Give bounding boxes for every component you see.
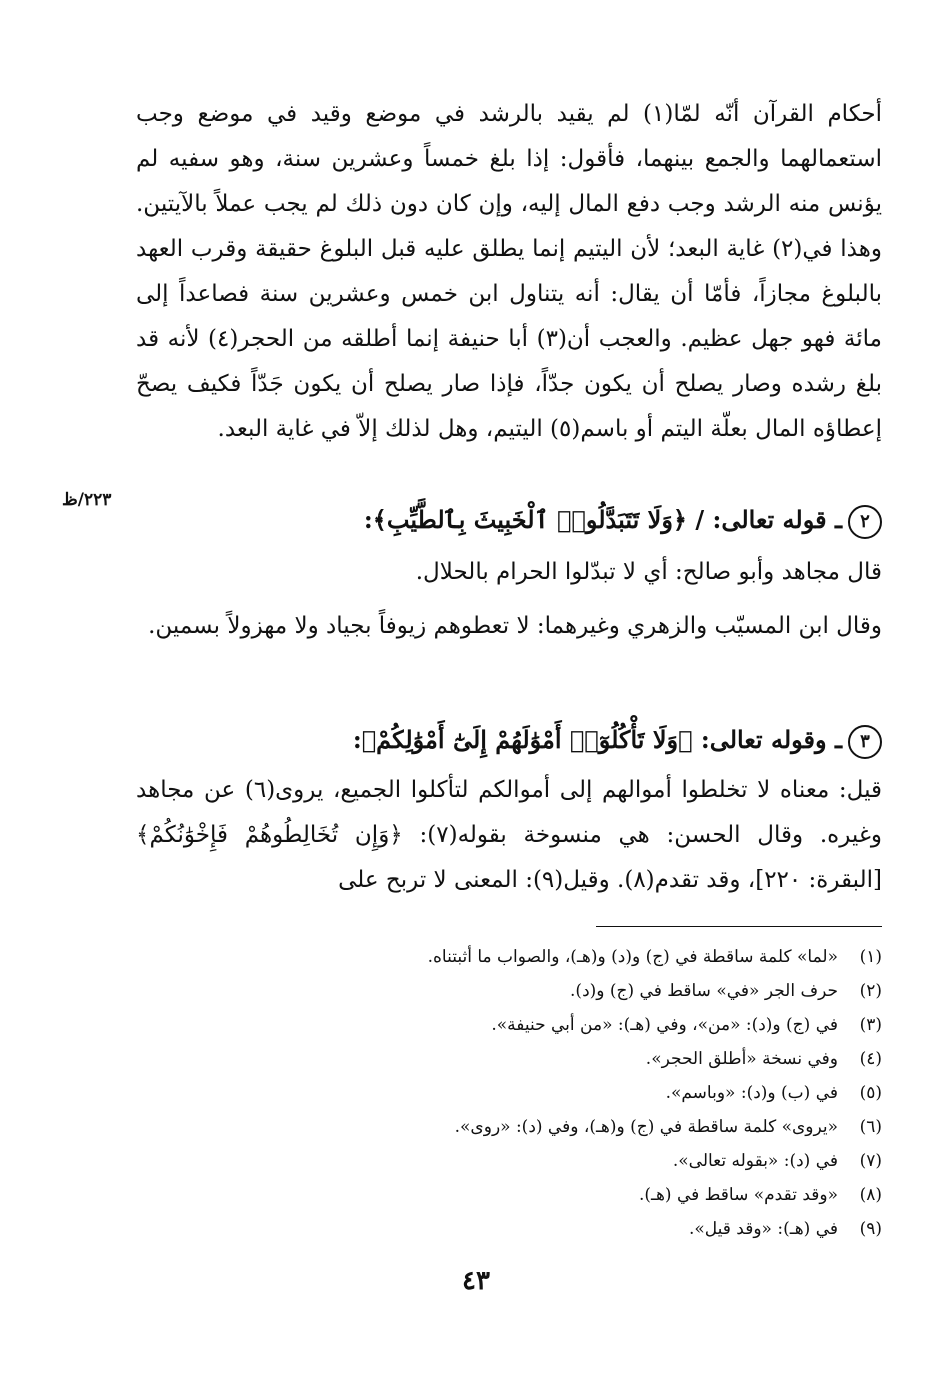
footnote-number: (٥) (859, 1083, 882, 1103)
footnote-text: «لما» كلمة ساقطة في (ج) و(د) و(هـ)، والصواب ما أثبتناه. (427, 947, 838, 967)
footnote-number: (١) (859, 947, 882, 967)
footnote-number: (٧) (859, 1151, 882, 1171)
footnote-text: وفي نسخة «أطلق الحجر». (645, 1049, 838, 1069)
footnote-item (136, 1042, 882, 1076)
footnote-number: (٦) (859, 1117, 882, 1137)
section-2-number: ٢ (848, 505, 882, 539)
footnote-text: في (ب) و(د): «وباسم». (665, 1083, 838, 1103)
section-2-paragraph-2-block (136, 604, 882, 649)
section-3-number: ٣ (848, 725, 882, 759)
footnote-item (136, 1076, 882, 1110)
footnote-item (136, 1144, 882, 1178)
footnote-text: في (هـ): «وقد قيل». (688, 1219, 838, 1239)
section-3-heading-text: ـ وقوله تعالى: ﴿وَلَا تَأْكُلُوٓا۟ أَمْوَٰلَهُمْ إِلَىٰٓ أَمْوَٰلِكُمْ﴾: (352, 725, 842, 754)
section-3-paragraph-1-block (136, 768, 882, 903)
footnote-number: (٣) (859, 1015, 882, 1035)
footnote-number: (٢) (859, 981, 882, 1001)
footnote-item (136, 1212, 882, 1246)
intro-paragraph-block (136, 92, 882, 452)
footnote-item (136, 940, 882, 974)
footnote-item (136, 1178, 882, 1212)
footnote-text: حرف الجر «في» ساقط في (ج) و(د). (570, 981, 838, 1001)
section-2-heading (300, 498, 882, 542)
footnote-number: (٤) (859, 1049, 882, 1069)
footnote-number: (٨) (859, 1185, 882, 1205)
footnote-text: في (د): «بقوله تعالى». (672, 1151, 838, 1171)
section-3-paragraph-1: قيل: معناه لا تخلطوا أموالهم إلى أموالكم لتأكلوا الجميع، يروى(٦) عن مجاهد وغيره. وقال الحسن: هي منسوخة بقوله(٧): ﴿وَإِن تُخَالِطُوهُمْ فَإِخْوَٰنُكُمْ﴾ [البقرة: ٢٢٠]، وقد تقدم(٨). وقيل(٩): المعنى لا تربح على (136, 777, 882, 893)
intro-paragraph: أحكام القرآن أنّه لمّا(١) لم يقيد بالرشد في موضع وقيد في موضع وجب استعمالهما والجمع بينهما، فأقول: إذا بلغ خمساً وعشرين سنة، وهو سفيه لم يؤنس منه الرشد وجب دفع المال إليه، وإن كان دون ذلك لم يجب عملاً بالآيتين. وهذا في(٢) غاية البعد؛ لأن اليتيم إنما يطلق عليه قبل البلوغ حقيقة وقرب العهد بالبلوغ مجازاً، فأمّا أن يقال: أنه يتناول ابن خمس وعشرين سنة فصاعداً إلى مائة فهو جهل عظيم. والعجب أن(٣) أبا حنيفة إنما أطلقه من الحجر(٤) لأنه قد بلغ رشده وصار يصلح أن يكون جدّاً، فإذا صار يصلح أن يكون جَدّاً فكيف يصحّ إعطاؤه المال بعلّة اليتم أو باسم(٥) اليتيم، وهل لذلك إلاّ في غاية البعد. (136, 101, 883, 442)
footnote-divider (596, 926, 882, 927)
footnote-item (136, 1008, 882, 1042)
footnotes (136, 940, 882, 1246)
footnote-item (136, 974, 882, 1008)
footnote-text: في (ج) و(د): «من»، وفي (هـ): «من أبي حنيفة». (491, 1015, 838, 1035)
manuscript-folio-note: ٢٢٣/ظ (62, 490, 112, 510)
footnote-number: (٩) (859, 1219, 882, 1239)
section-2-paragraph-1: قال مجاهد وأبو صالح: أي لا تبدّلوا الحرام بالحلال. (415, 559, 882, 585)
section-2-paragraph-2: وقال ابن المسيّب والزهري وغيرهما: لا تعطوهم زيوفاً بجياد ولا مهزولاً بسمين. (148, 613, 882, 639)
footnote-item (136, 1110, 882, 1144)
section-3-heading (300, 718, 882, 762)
footnote-text: «وقد تقدم» ساقط في (هـ). (638, 1185, 838, 1205)
footnote-text: «يروى» كلمة ساقطة في (ج) و(هـ)، وفي (د): «روى». (454, 1117, 838, 1137)
section-2-paragraph-1-block (136, 550, 882, 595)
section-2-heading-text: ـ قوله تعالى: / ﴿وَلَا تَتَبَدَّلُوا۟ ٱلْخَبِيثَ بِٱلطَّيِّبِ﴾: (363, 505, 842, 534)
page-number: ٤٣ (462, 1266, 490, 1296)
